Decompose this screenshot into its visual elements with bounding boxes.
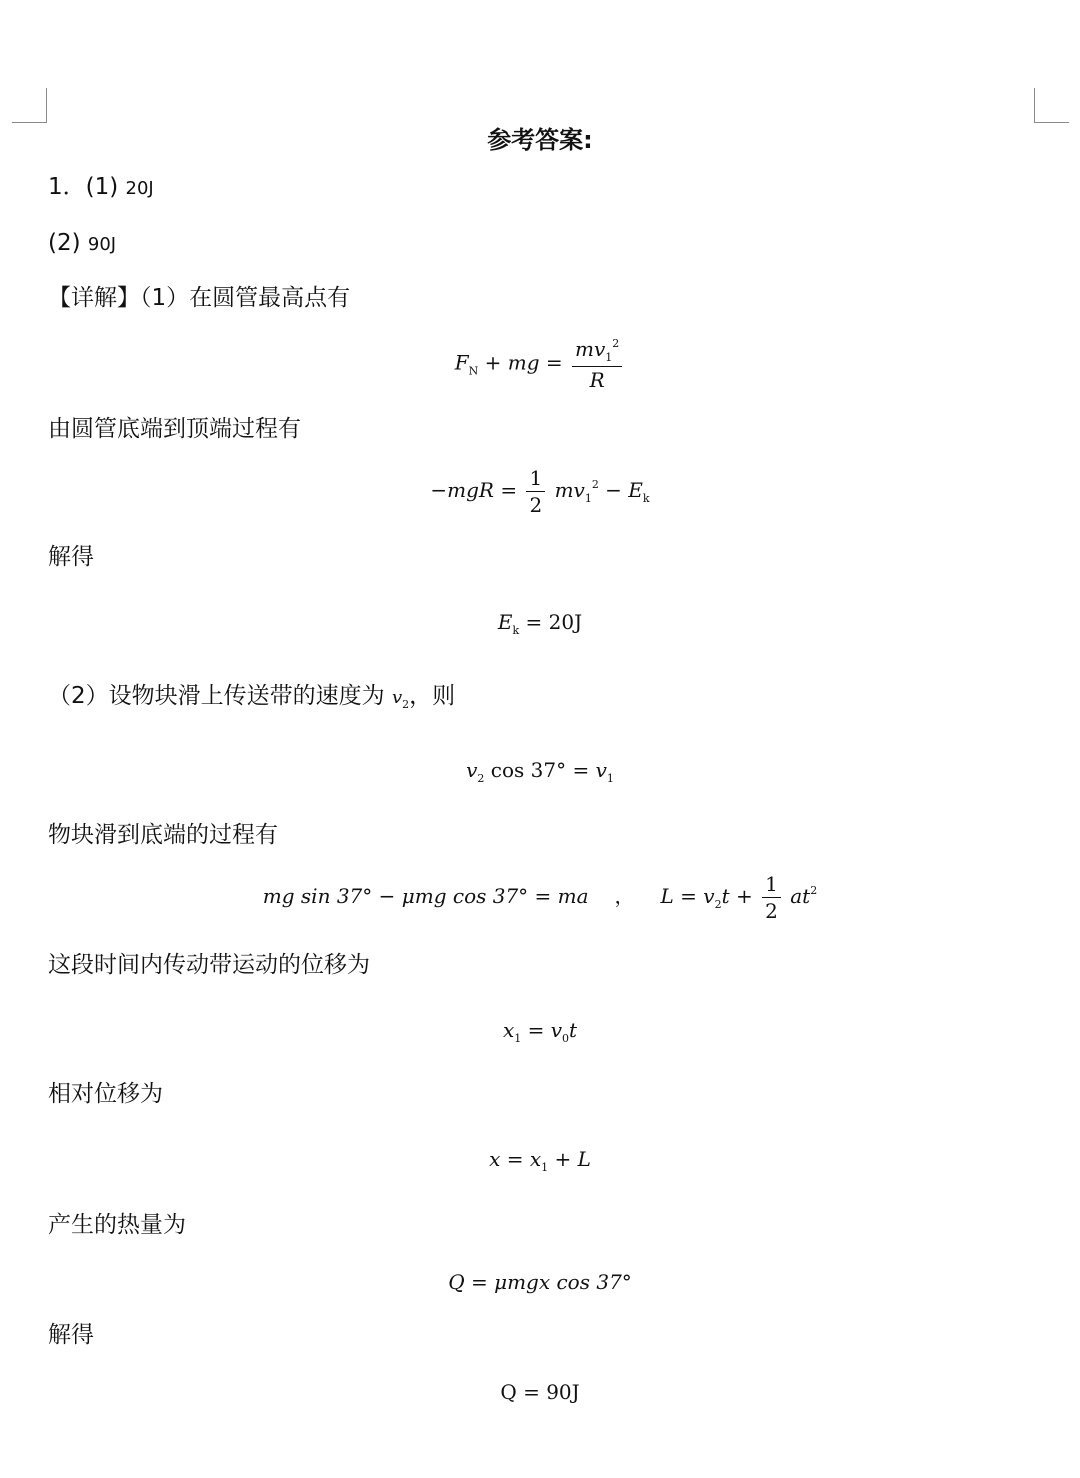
answer-part-1-label: 1．(1) — [48, 174, 119, 200]
belt-displacement-text: 这段时间内传动带运动的位移为 — [48, 952, 370, 978]
part2-intro-variable: v — [391, 687, 403, 708]
formula-term: mv — [554, 478, 585, 502]
fraction — [762, 874, 781, 921]
crop-mark-top-left — [12, 88, 47, 123]
formula-superscript: 2 — [810, 884, 818, 897]
answer-part-2-label: (2) — [48, 230, 81, 256]
fraction — [526, 468, 545, 515]
formula-term: L = v — [660, 884, 715, 908]
formula-subscript: 1 — [606, 772, 614, 785]
explanation-intro: 【详解】（1）在圆管最高点有 — [48, 285, 351, 311]
page-title: 参考答案: — [487, 126, 593, 154]
formula-term: x — [502, 1018, 515, 1042]
formula-subscript: 1 — [584, 492, 592, 505]
crop-mark-top-right — [1034, 88, 1069, 123]
formula-term: + mg = — [478, 350, 569, 375]
formula-subscript: 2 — [477, 772, 485, 785]
formula-motion — [0, 874, 1080, 921]
formula-term: mg sin 37° − μmg cos 37° = ma — [262, 884, 589, 908]
formula-subscript: 1 — [514, 1032, 522, 1045]
fraction-numerator: 1 — [762, 874, 781, 898]
formula-ek-result — [0, 612, 1080, 636]
relative-displacement-text: 相对位移为 — [48, 1081, 163, 1107]
part2-intro — [48, 685, 455, 710]
fraction-denominator: 2 — [765, 899, 778, 923]
answer-part-2 — [48, 232, 116, 255]
formula-term: v — [466, 758, 478, 782]
formula-term: −mgR = — [430, 478, 524, 502]
formula-heat — [0, 1270, 1080, 1292]
formula-separator: ， — [614, 884, 635, 908]
formula-term: + L — [548, 1147, 591, 1171]
formula-term: − E — [598, 478, 643, 502]
fraction-numerator: mv — [574, 337, 606, 361]
solve-label-1: 解得 — [48, 544, 94, 570]
solve-label-2: 解得 — [48, 1322, 94, 1348]
formula-top-point — [0, 338, 1080, 390]
formula-term: Q = μmgx cos 37° — [448, 1269, 632, 1294]
formula-velocity — [0, 760, 1080, 784]
slide-bottom-text: 物块滑到底端的过程有 — [48, 822, 278, 848]
step-bottom-to-top: 由圆管底端到顶端过程有 — [48, 416, 301, 442]
formula-term: at — [790, 884, 811, 908]
formula-term: v — [595, 758, 607, 782]
formula-term: t + — [721, 884, 760, 908]
formula-term: cos 37° = — [484, 758, 596, 782]
formula-subscript: 1 — [541, 1161, 549, 1174]
fraction-denominator: 2 — [529, 493, 543, 517]
formula-term: = 20J — [519, 610, 583, 634]
part2-intro-tail: ，则 — [409, 683, 456, 709]
fraction-denominator: R — [589, 368, 605, 392]
formula-energy — [0, 468, 1080, 515]
answer-part-1-value: 20J — [125, 178, 154, 199]
formula-term: F — [454, 350, 469, 375]
formula-superscript: 2 — [612, 337, 620, 350]
formula-term: = v — [521, 1018, 562, 1042]
formula-belt-displacement — [0, 1020, 1080, 1044]
answer-part-2-value: 90J — [87, 234, 117, 255]
formula-subscript: 2 — [714, 898, 722, 911]
fraction — [572, 338, 622, 390]
formula-term: x = x — [489, 1147, 542, 1171]
part2-intro-text: （2）设物块滑上传送带的速度为 — [48, 683, 385, 709]
answer-part-1 — [48, 176, 154, 199]
formula-heat-result — [0, 1380, 1080, 1402]
formula-superscript: 2 — [591, 478, 599, 491]
formula-subscript: 1 — [605, 351, 613, 364]
fraction-numerator: 1 — [526, 468, 545, 492]
formula-subscript: N — [468, 364, 479, 378]
formula-subscript: k — [642, 492, 650, 505]
part2-intro-variable-subscript: 2 — [402, 698, 410, 711]
formula-term: t — [569, 1018, 578, 1042]
formula-term: E — [497, 610, 513, 634]
heat-text: 产生的热量为 — [48, 1212, 186, 1238]
formula-subscript: 0 — [562, 1032, 569, 1045]
formula-term: Q = 90J — [500, 1379, 580, 1404]
formula-subscript: k — [512, 624, 520, 637]
formula-relative-displacement — [0, 1149, 1080, 1173]
